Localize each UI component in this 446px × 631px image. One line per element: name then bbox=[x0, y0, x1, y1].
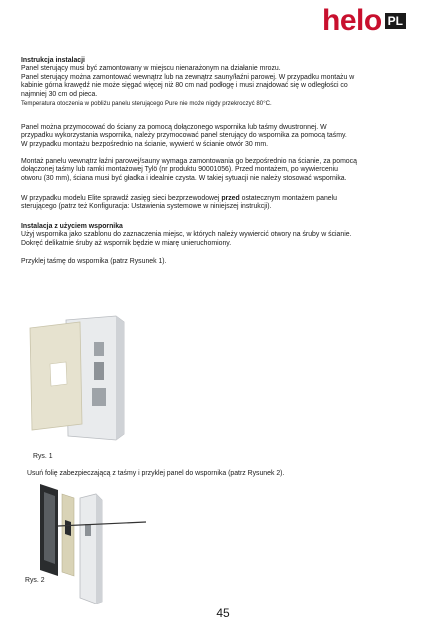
temperature-note: Temperatura otoczenia w pobliżu panelu sterującego Pure nie może nigdy przekroczyć 80°C. bbox=[21, 100, 272, 108]
paragraph-line: otworu (30 mm), ściana musi być gładka i idealnie czysta. W takiej sytuacji nie należy stosować wspornika. bbox=[21, 174, 347, 182]
paragraph-line: Usuń folię zabezpieczającą z taśmy i przyklej panel do wspornika (patrz Rysunek 2). bbox=[27, 470, 285, 477]
paragraph-steam-room bbox=[21, 158, 421, 183]
paragraph-line: Dokręć delikatnie śruby aż wspornik będzie w miarę unieruchomiony. bbox=[21, 239, 232, 247]
paragraph-line: najmniej 30 cm od pieca. bbox=[21, 90, 98, 98]
logo-wordmark: helo bbox=[322, 4, 382, 37]
figure-1-caption: Rys. 1 bbox=[33, 453, 53, 460]
paragraph-line: Przyklej taśmę do wspornika (patrz Rysunek 1). bbox=[21, 258, 167, 265]
page-number: 45 bbox=[216, 606, 230, 620]
paragraph-line: Panel sterujący musi być zamontowany w miejscu nienarażonym na działanie mrozu. bbox=[21, 65, 281, 73]
paragraph-line: dołączonej taśmy lub ramki montażowej Tylö (nr produktu 90001056). Przed montażem, po wywierceniu bbox=[21, 166, 338, 174]
paragraph-line: Użyj wspornika jako szablonu do zaznaczenia miejsc, w których należy wywiercić otwory na śruby w ścianie. bbox=[21, 231, 352, 239]
paragraph-line: kabinie górna krawędź nie może sięgać więcej niż 80 cm nad podłogę i musi znajdować się w odległości co bbox=[21, 82, 348, 90]
paragraph-elite bbox=[21, 195, 421, 212]
figure-2-caption: Rys. 2 bbox=[25, 577, 45, 584]
instruction-tape bbox=[21, 258, 421, 266]
helo-logo bbox=[322, 4, 406, 37]
heading-installation: Instrukcja instalacji bbox=[21, 57, 85, 64]
paragraph-line: Montaż panelu wewnątrz łaźni parowej/sauny wymaga zamontowania go bezpośrednio na ścianie, za pomocą bbox=[21, 158, 357, 165]
text-run: ostatecznym montażem panelu bbox=[239, 195, 337, 202]
paragraph-line: Panel można przymocować do ściany za pomocą dołączonego wspornika lub taśmy dwustronnej. W bbox=[21, 124, 327, 131]
emphasis-before: przed bbox=[221, 195, 240, 202]
instruction-attach-panel bbox=[27, 470, 427, 478]
paragraph-line: Panel sterujący można zamontować wewnątrz lub na zewnątrz sauny/łaźni parowej. W przypadku montażu w bbox=[21, 73, 355, 81]
section-installation bbox=[21, 57, 421, 108]
paragraph-line: W przypadku montażu bezpośrednio na ścianie, wywierć w ścianie otwór 30 mm. bbox=[21, 140, 269, 148]
paragraph-line: przypadku wykorzystania wspornika, należy przymocować panel sterujący do wspornika za pomocą taśmy. bbox=[21, 132, 347, 140]
text-run: W przypadku modelu Elite sprawdź zasięg sieci bezprzewodowej bbox=[21, 195, 222, 202]
figure-2-panel-illustration bbox=[36, 484, 156, 604]
figure-1-bracket-illustration bbox=[28, 312, 138, 447]
heading-bracket: Instalacja z użyciem wspornika bbox=[21, 223, 123, 230]
paragraph-mounting bbox=[21, 124, 421, 149]
paragraph-line-elite bbox=[21, 195, 421, 203]
section-bracket bbox=[21, 223, 421, 248]
logo-country-badge: PL bbox=[385, 13, 406, 29]
paragraph-line: sterującego (patrz też Konfiguracja: Ustawienia systemowe w niniejszej instrukcji). bbox=[21, 203, 272, 211]
